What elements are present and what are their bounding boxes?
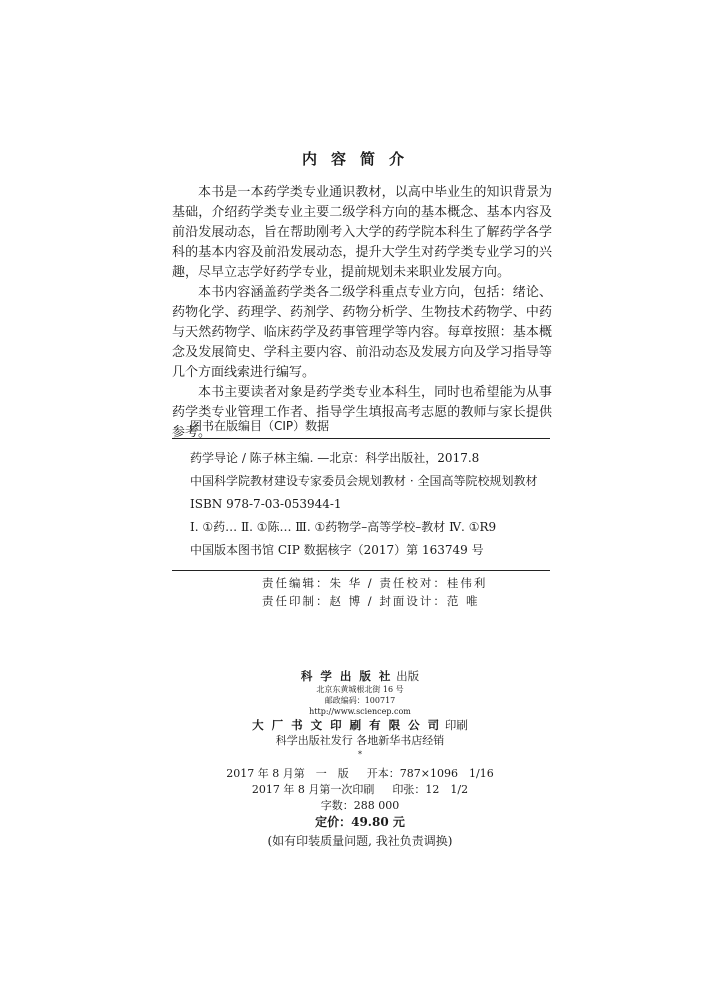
edition-details [0, 766, 720, 849]
publisher-name: 科 学 出 版 社 [300, 669, 393, 683]
edition-text: 2017 年 8 月第 一 版 [226, 767, 349, 780]
printer-line [0, 717, 720, 733]
cip-line-series: 中国科学院教材建设专家委员会规划教材 · 全国高等院校规划教材 [190, 474, 538, 488]
intro-paragraph-1: 本书是一本药学类专业通识教材，以高中毕业生的知识背景为基础，介绍药学类专业主要二级学科方向的基本概念、基本内容及前沿发展动态，旨在帮助刚考入大学的药学院本科生了解药学各学科的基本内容及前沿发展动态，提升大学生对药学类专业学习的兴趣，尽早立志学好药学专业，提前规划未来职业发展方向。 [172, 185, 552, 280]
publisher-block [0, 668, 720, 760]
cip-bottom-rule [172, 570, 550, 571]
editors-block [262, 574, 487, 610]
publisher-line [0, 668, 720, 684]
distribution-line: 科学出版社发行 各地新华书店经销 [275, 734, 445, 747]
intro-section [172, 183, 552, 443]
cip-line-number: 中国版本图书馆 CIP 数据核字（2017）第 163749 号 [190, 543, 484, 557]
publisher-url: http://www.sciencep.com [309, 707, 411, 716]
publisher-postcode: 邮政编码：100717 [324, 696, 396, 705]
cip-line-title: 药学导论 / 陈子林主编. —北京：科学出版社，2017.8 [190, 451, 480, 465]
wordcount-text: 字数：288 000 [320, 799, 400, 812]
price-text: 定价：49.80 元 [315, 815, 405, 829]
cip-heading: 图书在版编目（CIP）数据 [190, 419, 330, 433]
printing-row [0, 782, 720, 798]
sheets-text: 印张：12 1/2 [392, 783, 469, 796]
page-title: 内容简介 [301, 150, 418, 168]
format-text: 开本：787×1096 1/16 [366, 767, 494, 780]
printing-text: 2017 年 8 月第一次印刷 [251, 783, 375, 796]
editors-line-2: 责任印制：赵 博 / 封面设计：范 唯 [262, 594, 480, 608]
intro-paragraph-2: 本书内容涵盖药学类各二级学科重点专业方向，包括：绪论、药物化学、药理学、药剂学、药物分析学、生物技术药物学、中药与天然药物学、临床药学及药事管理学等内容。每章按照：基本概念及发展简史、学科主要内容、前沿动态及发展方向及学习指导等几个方面线索进行编写。 [172, 285, 552, 380]
intro-paragraph-3: 本书主要读者对象是药学类专业本科生，同时也希望能为从事药学类专业管理工作者、指导学生填报高考志愿的教师与家长提供参考。 [172, 385, 552, 440]
printer-name: 大 厂 书 文 印 刷 有 限 公 司 [252, 718, 442, 732]
publisher-suffix: 出版 [396, 669, 420, 683]
publisher-address: 北京东黄城根北街 16 号 [316, 685, 404, 694]
cip-line-classification: Ⅰ. ①药… Ⅱ. ①陈… Ⅲ. ①药物学–高等学校–教材 Ⅳ. ①R9 [190, 520, 497, 534]
cip-line-isbn: ISBN 978-7-03-053944-1 [190, 497, 342, 511]
edition-row [0, 766, 720, 782]
cip-block [190, 447, 550, 562]
editors-line-1: 责任编辑：朱 华 / 责任校对：桂伟利 [262, 576, 488, 590]
quality-note: (如有印装质量问题, 我社负责调换) [267, 834, 453, 848]
cip-top-rule [172, 438, 550, 439]
printer-suffix: 印刷 [444, 718, 468, 732]
separator-star: * [358, 750, 362, 759]
